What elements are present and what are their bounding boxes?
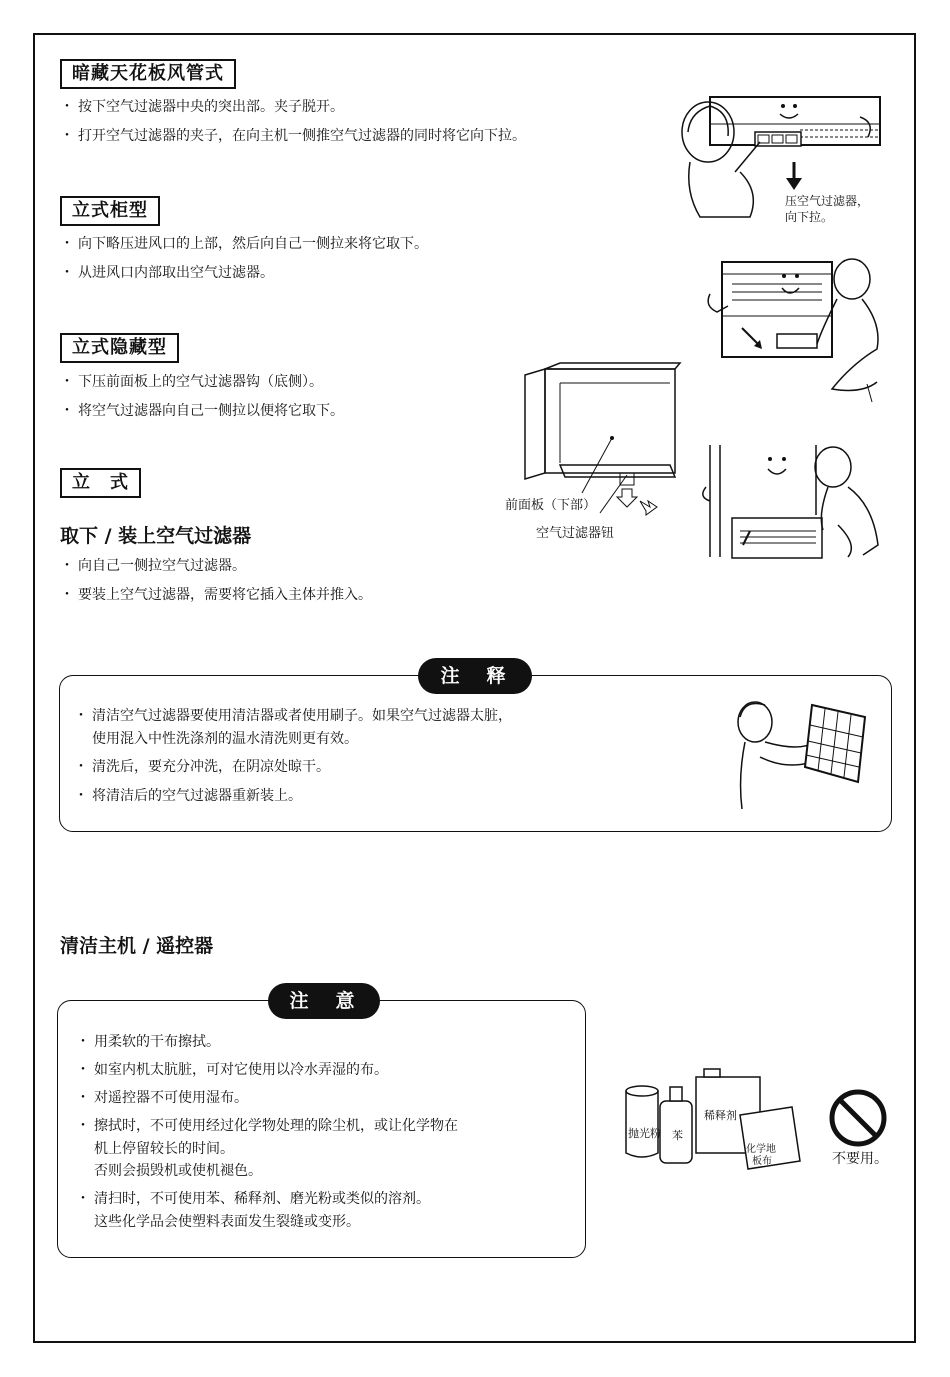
note-line-cont: 使用混入中性洗涤剂的温水清洗则更有效。 xyxy=(92,731,358,747)
bullet: ・ 按下空气过滤器中央的突出部。夹子脱开。 xyxy=(78,97,344,117)
caution-line-cont: 否则会损毁机或使机褪色。 xyxy=(94,1163,262,1179)
bullet: ・ 从进风口内部取出空气过滤器。 xyxy=(78,263,274,283)
caution-line: ・ 对遥控器不可使用湿布。 xyxy=(94,1088,248,1108)
subheading-remove-install: 取下 / 装上空气过滤器 xyxy=(60,525,252,547)
heading-floor-cabinet: 立式柜型 xyxy=(60,196,160,226)
caution-line: ・ 擦拭时，不可使用经过化学物处理的除尘机，或让化学物在 xyxy=(94,1116,458,1136)
note-line: ・ 清洁空气过滤器要使用清洁器或者使用刷子。如果空气过滤器太脏， xyxy=(92,706,512,726)
caution-line: ・ 用柔软的干布擦拭。 xyxy=(94,1032,220,1052)
bullet: ・ 要装上空气过滤器，需要将它插入主体并推入。 xyxy=(78,585,372,605)
washing-filter-illustration xyxy=(730,697,870,815)
caution-line-cont: 这些化学品会使塑料表面发生裂缝或变形。 xyxy=(94,1214,360,1230)
cabinet-unit-illustration xyxy=(702,254,887,404)
caution-title: 注 意 xyxy=(268,983,380,1019)
bullet: ・ 打开空气过滤器的夹子，在向主机一侧推空气过滤器的同时将它向下拉。 xyxy=(78,126,526,146)
label-do-not-use: 不要用。 xyxy=(832,1151,888,1167)
caution-line: ・ 清扫时，不可使用苯、稀释剂、磨光粉或类似的溶剂。 xyxy=(94,1189,430,1209)
note-line: ・ 将清洁后的空气过滤器重新装上。 xyxy=(92,786,302,806)
bullet: ・ 向自己一侧拉空气过滤器。 xyxy=(78,556,246,576)
label-benzene: 苯 xyxy=(672,1129,683,1142)
caption-press-filter: 压空气过滤器， xyxy=(785,194,870,208)
label-thinner: 稀释剂 xyxy=(704,1109,737,1122)
heading-concealed-floor: 立式隐藏型 xyxy=(60,333,179,363)
note-line: ・ 清洗后，要充分冲洗，在阴凉处晾干。 xyxy=(92,757,330,777)
caution-line-cont: 机上停留较长的时间。 xyxy=(94,1141,234,1157)
label-chemical-cloth: 化学地 xyxy=(746,1144,776,1155)
note-title: 注 释 xyxy=(418,658,532,694)
bullet: ・ 将空气过滤器向自己一侧拉以便将它取下。 xyxy=(78,401,344,421)
label-chemical-cloth-2: 板布 xyxy=(752,1156,772,1167)
label-front-panel: 前面板（下部） xyxy=(505,498,597,513)
label-filter-button: 空气过滤器钮 xyxy=(536,526,615,541)
label-polish: 抛光粉 xyxy=(628,1127,661,1140)
heading-ceiling-duct: 暗藏天花板风管式 xyxy=(60,59,236,89)
vertical-unit-illustration xyxy=(698,445,888,560)
heading-clean-unit: 清洁主机 / 遥控器 xyxy=(60,935,214,957)
bullet: ・ 下压前面板上的空气过滤器钩（底侧）。 xyxy=(78,372,323,392)
heading-vertical: 立 式 xyxy=(60,468,141,498)
caution-line: ・ 如室内机太肮脏，可对它使用以冷水弄湿的布。 xyxy=(94,1060,388,1080)
prohibited-icon xyxy=(828,1088,888,1148)
caption-pull-down: 向下拉。 xyxy=(785,210,834,224)
bullet: ・ 向下略压进风口的上部，然后向自己一侧拉来将它取下。 xyxy=(78,234,428,254)
